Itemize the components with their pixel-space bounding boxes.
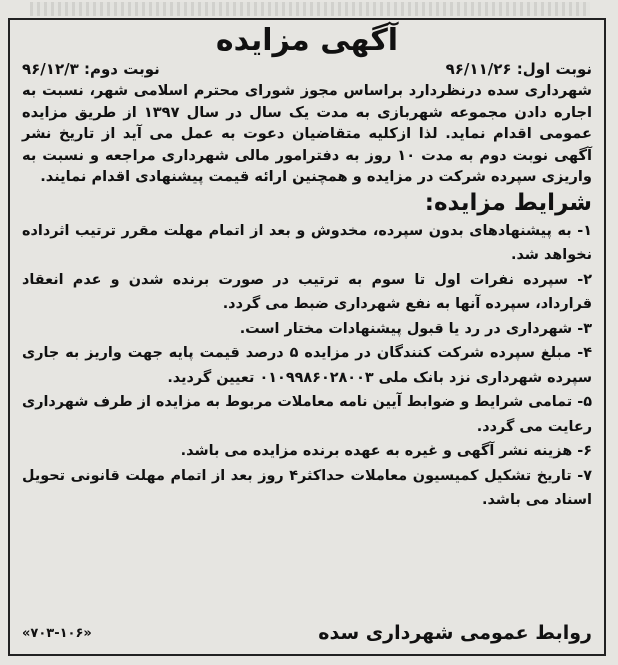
condition-item: ۳- شهرداری در رد یا قبول پیشنهادات مختار است. <box>239 320 592 337</box>
ad-code: «۷۰۳-۱۰۶» <box>22 625 92 641</box>
condition-item: ۱- به پیشنهادهای بدون سپرده، مخدوش و بعد از اتمام مهلت مقرر ترتیب اثرداده نخواهد شد. <box>22 222 592 263</box>
notice-footer <box>22 622 592 644</box>
condition-item: ۷- تاریخ تشکیل کمیسیون معاملات حداکثر۴ روز بعد از اتمام مهلت قانونی تحویل اسناد می باشد. <box>22 467 592 508</box>
conditions-title: شرایط مزایده: <box>424 189 592 216</box>
turn-first: نوبت اول: ۹۶/۱۱/۲۶ <box>445 60 592 78</box>
condition-item: ۲- سپرده نفرات اول تا سوم به ترتیب در صورت برنده شدن و عدم انعقاد قرارداد، سپرده آنها به نفع شهرداری ضبط می گردد. <box>22 271 592 312</box>
notice-headline: آگهی مزایده <box>215 23 399 58</box>
turn-second: نوبت دوم: ۹۶/۱۲/۳ <box>22 60 160 78</box>
turn-dates <box>22 58 592 80</box>
notice-frame <box>8 18 606 656</box>
condition-item: ۵- تمامی شرایط و ضوابط آیین نامه معاملات مربوط به مزایده از طرف شهرداری رعایت می گردد. <box>22 394 592 435</box>
intro-paragraph: شهرداری سده درنظردارد براساس مجوز شورای محترم اسلامی شهر، نسبت به اجاره دادن مجموعه شهربازی به مدت یک سال در سال ۱۳۹۷ از طریق مزایده عمومی اقدام نماید. لذا ازکلیه متقاضیان دعوت به عمل می آید از تاریخ نشر آگهی نوبت دوم به مدت ۱۰ روز به دفترامور مالی شهرداری مراجعه و نسبت به واریزی سپرده شرکت در مزایده و همچنین ارائه قیمت پیشنهادی اقدام نمایند. <box>22 82 592 185</box>
bleed-through-text <box>30 2 590 16</box>
condition-item: ۴- مبلغ سپرده شرکت کنندگان در مزایده ۵ درصد قیمت پایه جهت واریز به جاری سپرده شهرداری نزد بانک ملی ۰۱۰۹۹۸۶۰۲۸۰۰۳ تعیین گردید. <box>22 345 592 386</box>
signature: روابط عمومی شهرداری سده <box>318 622 592 644</box>
condition-item: ۶- هزینه نشر آگهی و غیره به عهده برنده مزایده می باشد. <box>180 443 592 459</box>
